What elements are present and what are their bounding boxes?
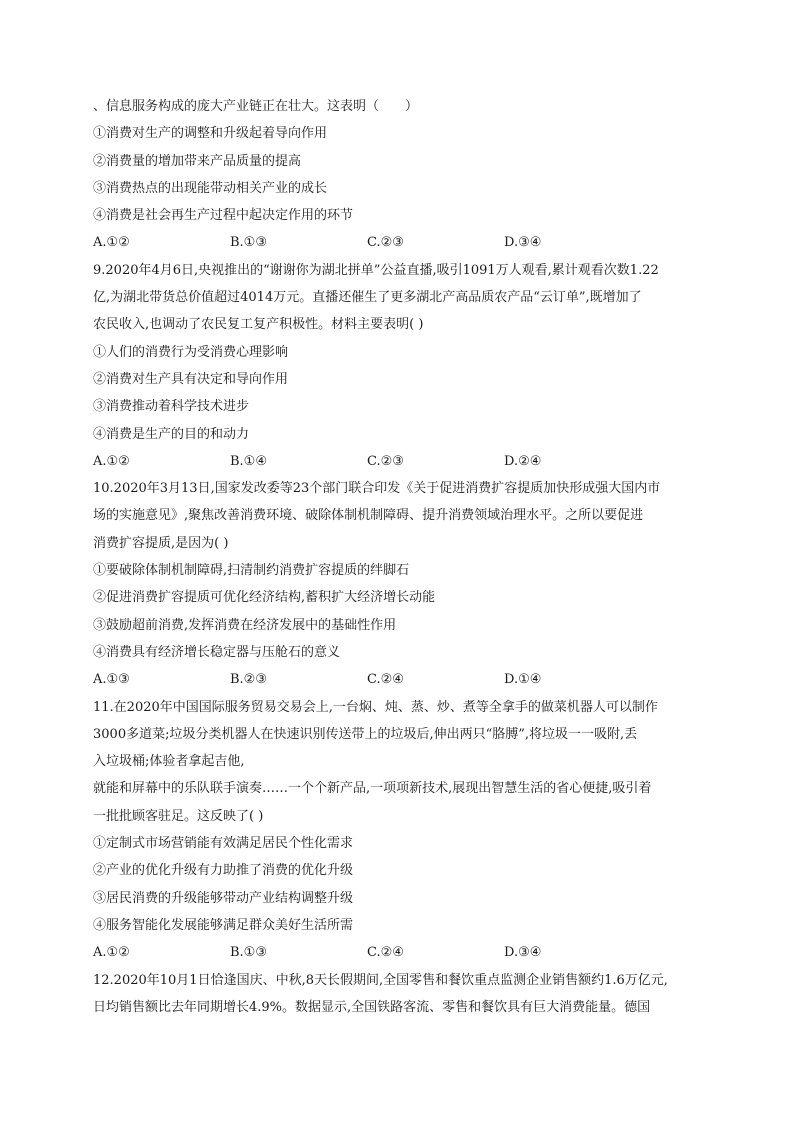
- option-b: B.①④: [230, 453, 267, 469]
- statement-1: ①人们的消费行为受消费心理影响: [93, 344, 289, 360]
- statement-3: ③居民消费的升级能够带动产业结构调整升级: [93, 890, 354, 906]
- option-a: A.①③: [93, 672, 130, 688]
- option-d: D.③④: [504, 945, 542, 961]
- statement-2: ②消费量的增加带来产品质量的提高: [93, 153, 302, 169]
- question-stem-line: 场的实施意见》,聚焦改善消费环境、破除体制机制障碍、提升消费领域治理水平。之所以要促进: [93, 508, 644, 524]
- option-d: D.②④: [504, 453, 542, 469]
- answer-options: [93, 939, 703, 966]
- question-stem-line: 、信息服务构成的庞大产业链正在壮大。这表明（ ）: [93, 99, 419, 114]
- answer-options: [93, 229, 703, 256]
- statement-3: ③消费推动着科学技术进步: [93, 399, 250, 415]
- question-stem-line: 11.在2020年中国国际服务贸易交易会上,一台焖、炖、蒸、炒、煮等全拿手的做菜机器人可以制作: [93, 699, 658, 715]
- statement-3: ③鼓励超前消费,发挥消费在经济发展中的基础性作用: [93, 617, 397, 633]
- question-stem-line: 亿,为湖北带货总价值超过4014万元。直播还催生了更多湖北产高品质农产品“云订单”,既增加了: [93, 290, 642, 306]
- question-stem-line: 消费扩容提质,是因为( ): [93, 535, 229, 551]
- question-8: [93, 93, 703, 257]
- answer-options: [93, 448, 703, 475]
- option-d: D.①④: [504, 672, 542, 688]
- statement-4: ④服务智能化发展能够满足群众美好生活所需: [93, 917, 354, 933]
- statement-4: ④消费是生产的目的和动力: [93, 426, 250, 442]
- question-stem-line: 12.2020年10月1日恰逢国庆、中秋,8天长假期间,全国零售和餐饮重点监测企业销售额约1.6万亿元,: [93, 972, 668, 988]
- question-stem-line: 农民收入,也调动了农民复工复产积极性。材料主要表明( ): [93, 317, 424, 333]
- question-stem-line: 日均销售额比去年同期增长4.9%。数据显示,全国铁路客流、零售和餐饮具有巨大消费能量。德国: [93, 999, 651, 1015]
- question-stem-line: 入垃圾桶;体验者拿起吉他,: [93, 754, 245, 770]
- question-10: [93, 475, 703, 693]
- question-stem-line: 9.2020年4月6日,央视推出的“谢谢你为湖北拼单”公益直播,吸引1091万人观看,累计观看次数1.22: [93, 262, 659, 278]
- statement-4: ④消费具有经济增长稳定器与压舱石的意义: [93, 644, 341, 660]
- question-11: [93, 694, 703, 967]
- statement-2: ②促进消费扩容提质可优化经济结构,蓄积扩大经济增长动能: [93, 590, 436, 606]
- question-stem-line: 3000多道菜;垃圾分类机器人在快速识别传送带上的垃圾后,伸出两只“胳膊”,将垃圾一一吸附,丢: [93, 726, 638, 742]
- option-c: C.②④: [367, 672, 404, 688]
- option-b: B.②③: [230, 672, 267, 688]
- option-c: C.②③: [367, 235, 404, 251]
- statement-1: ①定制式市场营销能有效满足居民个性化需求: [93, 836, 354, 852]
- option-c: C.②④: [367, 945, 404, 961]
- option-a: A.①②: [93, 945, 130, 961]
- question-stem-line: 就能和屏幕中的乐队联手演奏……一个个新产品,一项项新技术,展现出智慧生活的省心便捷,吸引着: [93, 781, 652, 797]
- option-b: B.①③: [230, 945, 267, 961]
- statement-1: ①消费对生产的调整和升级起着导向作用: [93, 126, 328, 142]
- statement-4: ④消费是社会再生产过程中起决定作用的环节: [93, 208, 354, 224]
- statement-1: ①要破除体制机制障碍,扫清制约消费扩容提质的绊脚石: [93, 563, 410, 579]
- option-a: A.①②: [93, 453, 130, 469]
- option-c: C.②③: [367, 453, 404, 469]
- question-12: [93, 967, 703, 1022]
- question-stem-line: 10.2020年3月13日,国家发改委等23个部门联合印发《关于促进消费扩容提质加快形成强大国内市: [93, 481, 661, 497]
- page-content: [93, 93, 703, 1021]
- statement-2: ②产业的优化升级有力助推了消费的优化升级: [93, 863, 354, 879]
- option-d: D.③④: [504, 235, 542, 251]
- question-9: [93, 257, 703, 475]
- option-a: A.①②: [93, 235, 130, 251]
- option-b: B.①③: [230, 235, 267, 251]
- question-stem-line: 一批批顾客驻足。这反映了( ): [93, 808, 264, 824]
- statement-2: ②消费对生产具有决定和导向作用: [93, 371, 289, 387]
- answer-options: [93, 666, 703, 693]
- statement-3: ③消费热点的出现能带动相关产业的成长: [93, 180, 328, 196]
